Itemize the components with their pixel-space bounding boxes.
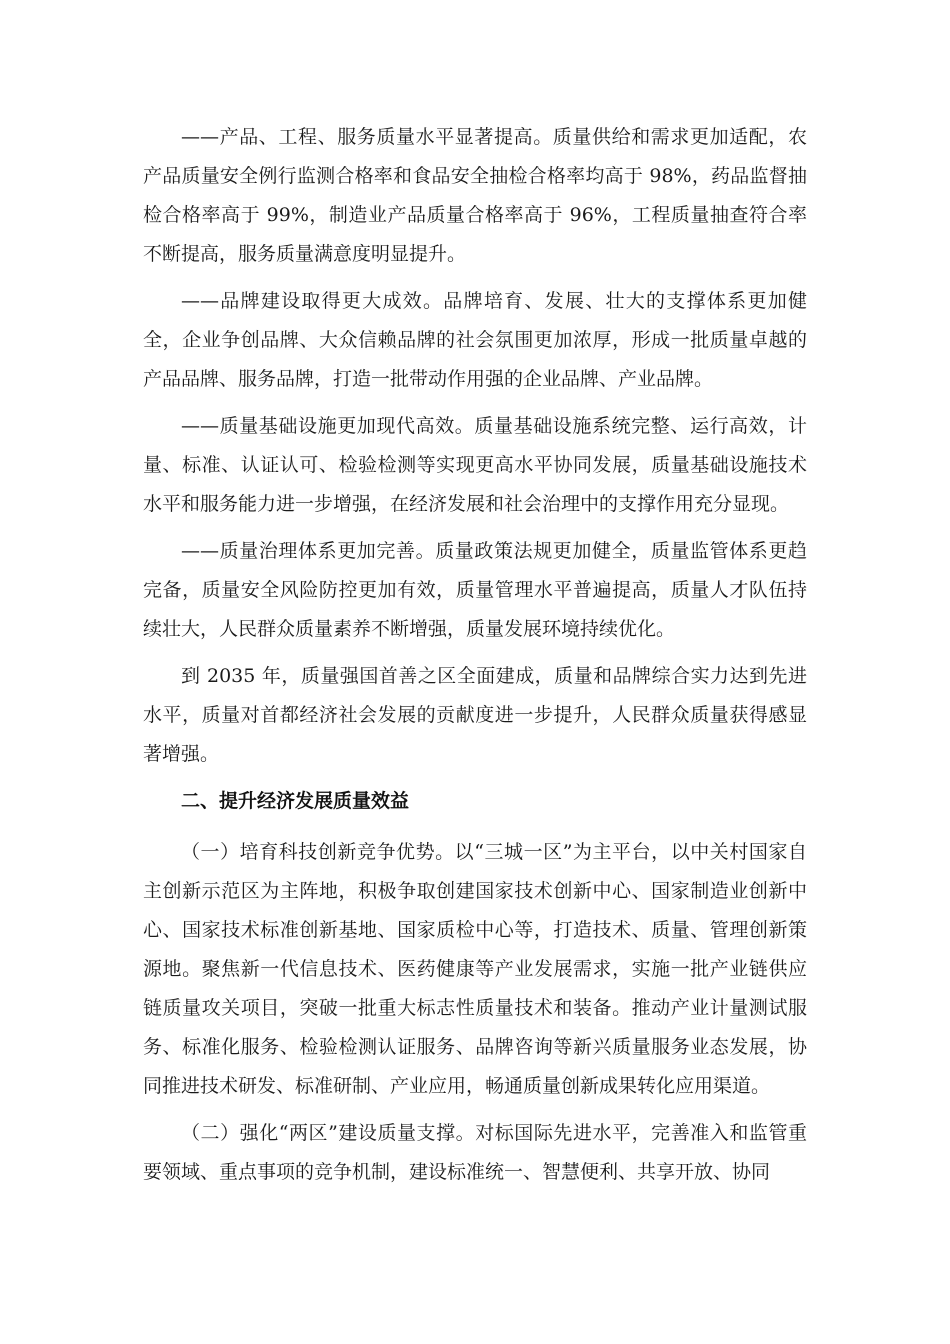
paragraph-brand-building: ——品牌建设取得更大成效。品牌培育、发展、壮大的支撑体系更加健全，企业争创品牌、大众信赖品牌的社会氛围更加浓厚，形成一批质量卓越的产品品牌、服务品牌，打造一批带动作用强的企业品牌、产业品牌。 xyxy=(143,290,807,390)
paragraph-tech-innovation: （一）培育科技创新竞争优势。以“三城一区”为主平台，以中关村国家自主创新示范区为主阵地，积极争取创建国家技术创新中心、国家制造业创新中心、国家技术标准创新基地、国家质检中心等，打造技术、质量、管理创新策源地。聚焦新一代信息技术、医药健康等产业发展需求，实施一批产业链供应链质量攻关项目，突破一批重大标志性质量技术和装备。推动产业计量测试服务、标准化服务、检验检测认证服务、品牌咨询等新兴质量服务业态发展，协同推进技术研发、标准研制、产业应用，畅通质量创新成果转化应用渠道。 xyxy=(143,841,807,1097)
paragraph-product-quality: ——产品、工程、服务质量水平显著提高。质量供给和需求更加适配，农产品质量安全例行监测合格率和食品安全抽检合格率均高于 98%，药品监督抽检合格率高于 99%，制造业产品质量合格率高于 96%，工程质量抽查符合率不断提高，服务质量满意度明显提升。 xyxy=(143,126,807,265)
paragraph-quality-infrastructure: ——质量基础设施更加现代高效。质量基础设施系统完整、运行高效，计量、标准、认证认可、检验检测等实现更高水平协同发展，质量基础设施技术水平和服务能力进一步增强，在经济发展和社会治理中的支撑作用充分显现。 xyxy=(143,415,807,515)
paragraph-two-zones: （二）强化“两区”建设质量支撑。对标国际先进水平，完善准入和监管重要领域、重点事项的竞争机制，建设标准统一、智慧便利、共享开放、协同 xyxy=(143,1122,807,1183)
paragraph-2035-goal: 到 2035 年，质量强国首善之区全面建成，质量和品牌综合实力达到先进水平，质量对首都经济社会发展的贡献度进一步提升，人民群众质量获得感显著增强。 xyxy=(143,665,807,765)
section-heading: 二、提升经济发展质量效益 xyxy=(181,790,410,812)
paragraph-quality-governance: ——质量治理体系更加完善。质量政策法规更加健全，质量监管体系更趋完备，质量安全风险防控更加有效，质量管理水平普遍提高，质量人才队伍持续壮大，人民群众质量素养不断增强，质量发展环境持续优化。 xyxy=(143,540,807,640)
document-body xyxy=(143,118,807,1200)
